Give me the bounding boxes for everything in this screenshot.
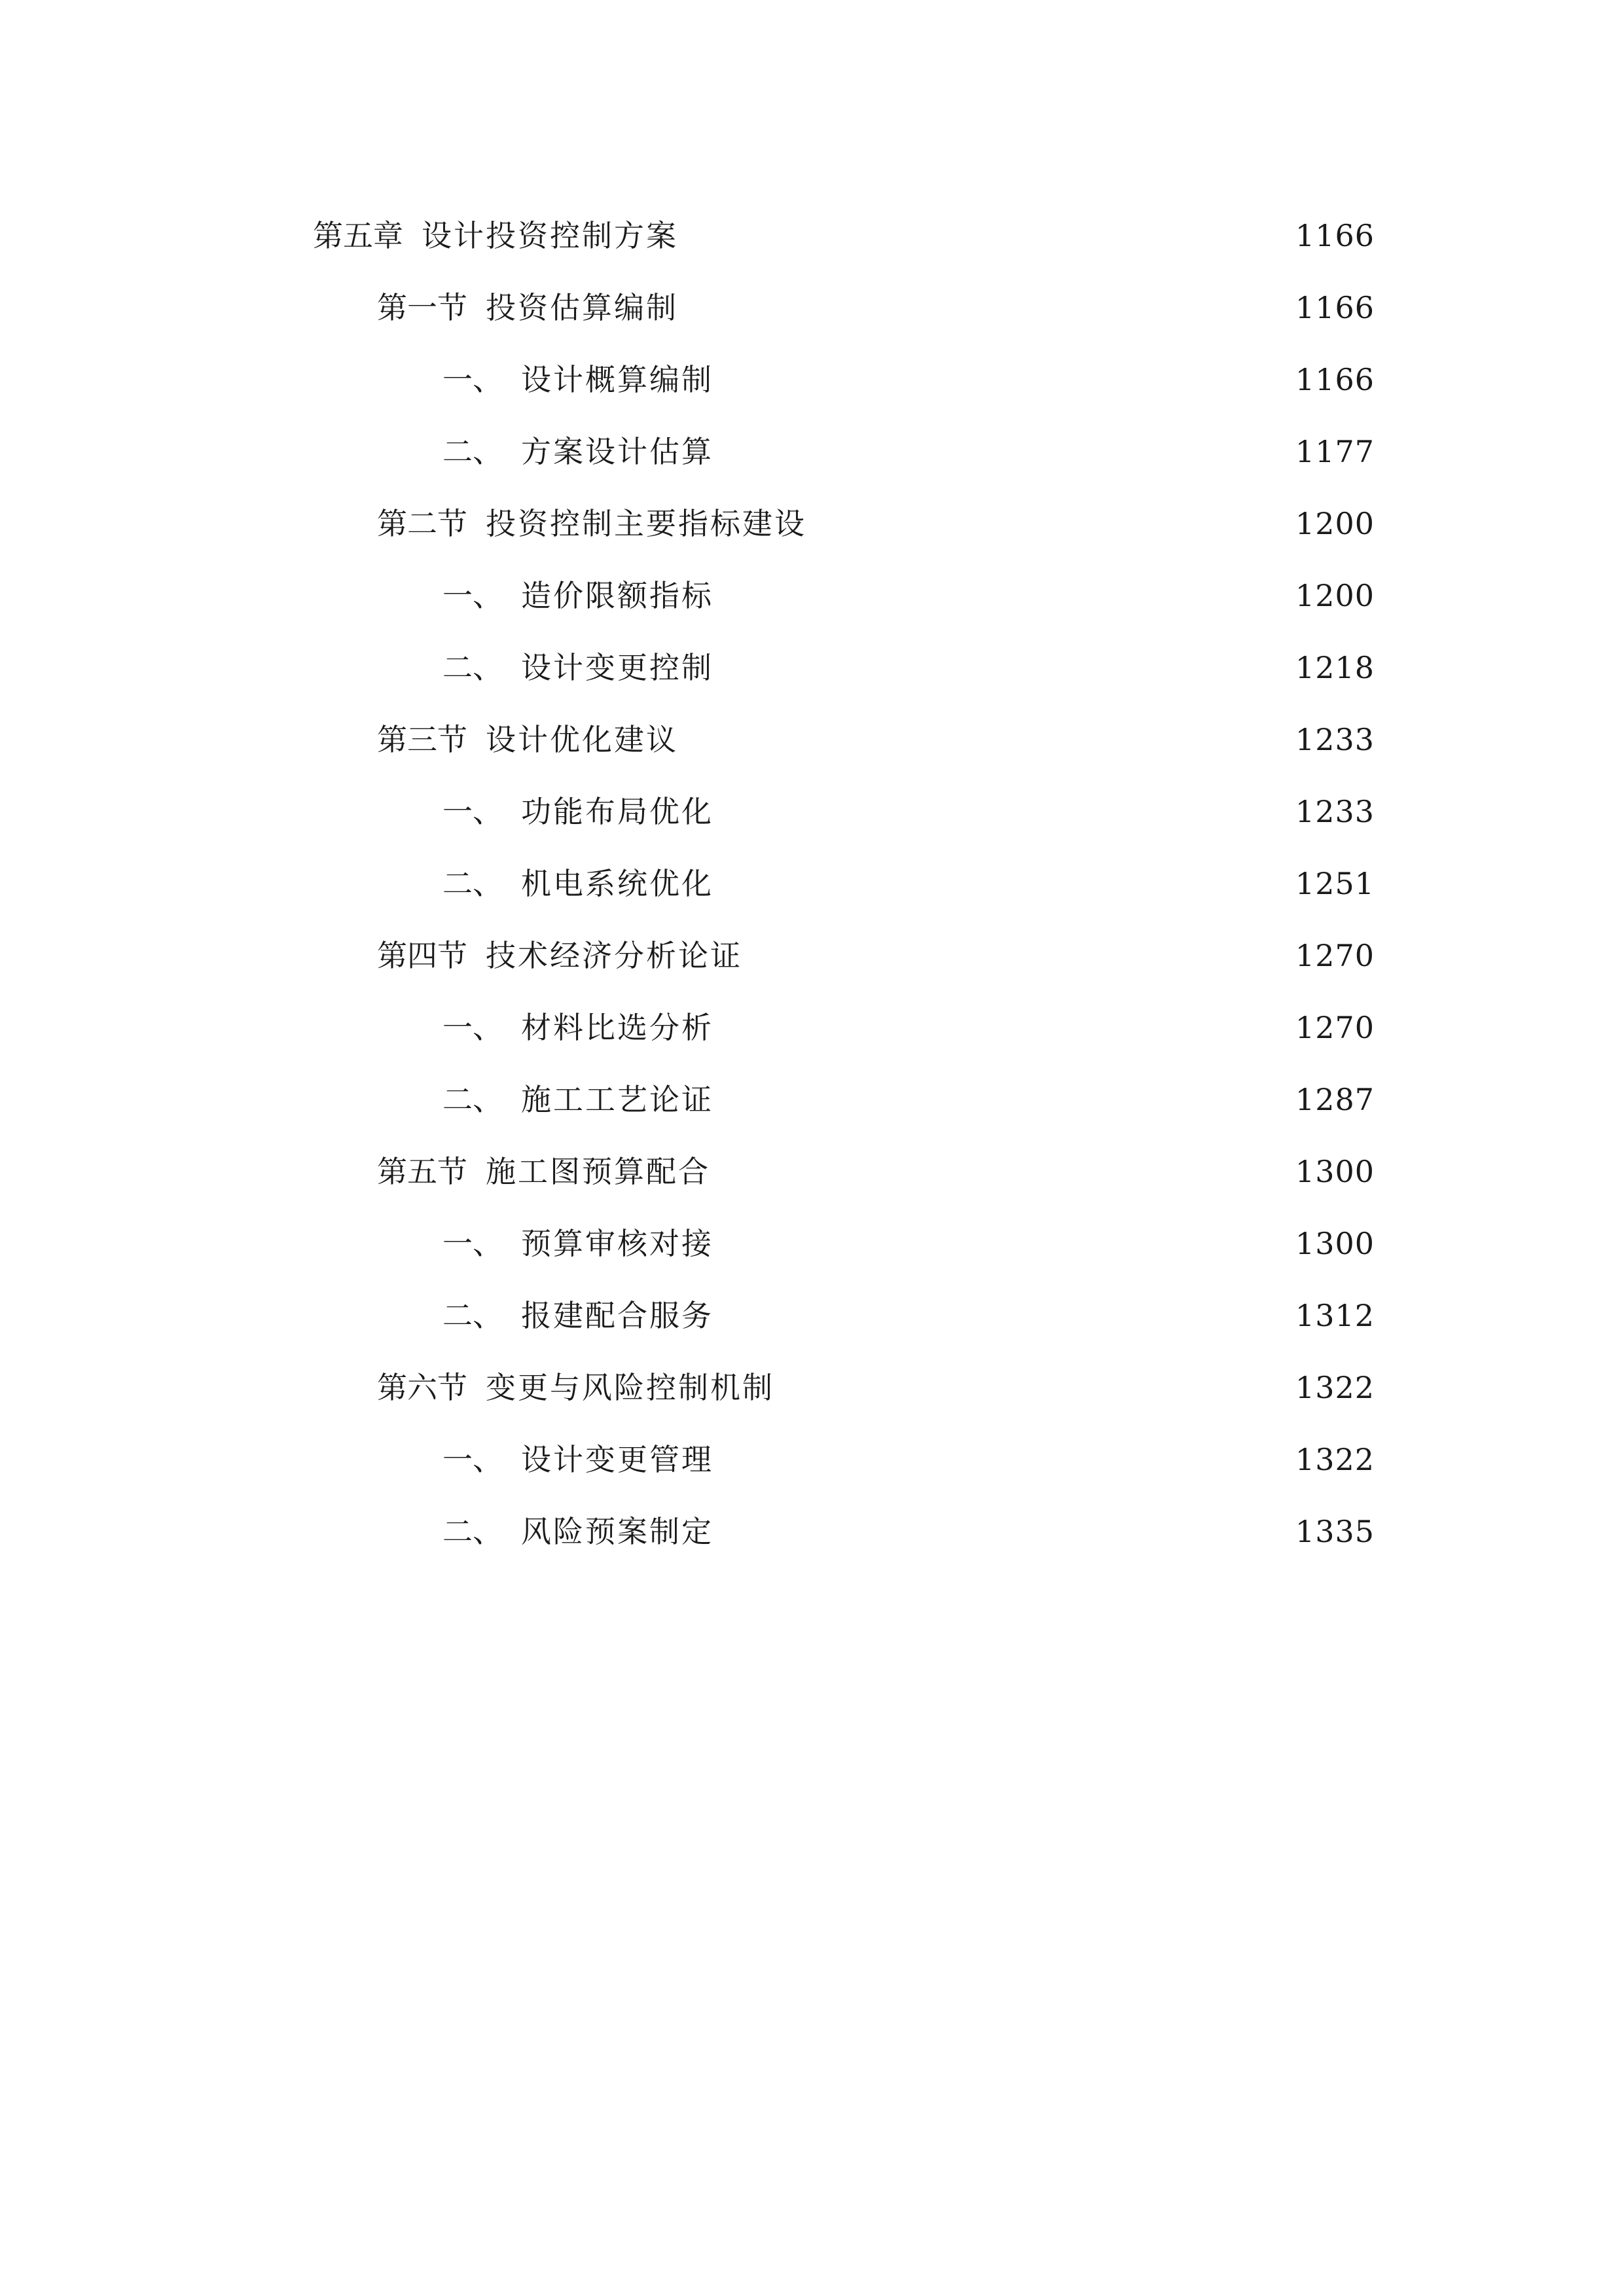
toc-entry-page: 1312 [1295,1298,1375,1333]
toc-entry-number: 一、 [442,794,503,829]
toc-entry-title: 施工图预算配合 [486,1154,710,1189]
toc-entry-number: 一、 [442,578,503,613]
dot-leader [687,221,1284,251]
toc-entry-number: 一、 [442,1010,503,1045]
dot-leader [723,1444,1284,1475]
toc-entry-page: 1218 [1295,650,1375,685]
toc-entry-page: 1300 [1295,1154,1375,1189]
toc-entry-page: 1251 [1295,866,1375,901]
toc-entry[interactable] [0,704,1624,776]
toc-entry-page: 1300 [1295,1226,1375,1261]
dot-leader [751,941,1284,971]
toc-entry-page: 1335 [1295,1514,1375,1549]
toc-entry[interactable] [0,776,1624,848]
toc-entry[interactable] [0,1424,1624,1496]
dot-leader [723,1013,1284,1043]
toc-entry-number: 二、 [442,1082,503,1117]
dot-leader [723,581,1284,611]
dot-leader [784,1372,1284,1403]
dot-leader [723,1516,1284,1547]
toc-entry-number: 第五节 [377,1154,467,1189]
toc-entry-number: 第一节 [377,290,467,325]
toc-entry[interactable] [0,1352,1624,1424]
toc-entry-number: 二、 [442,650,503,685]
toc-entry-title: 变更与风险控制机制 [486,1370,774,1405]
dot-leader [719,1157,1284,1187]
toc-entry-page: 1166 [1295,218,1375,253]
toc-entry[interactable] [0,1064,1624,1136]
toc-entry-page: 1233 [1295,722,1375,757]
toc-entry-number: 一、 [442,1226,503,1261]
toc-entry[interactable] [0,1280,1624,1352]
toc-entry[interactable] [0,200,1624,272]
toc-entry[interactable] [0,416,1624,488]
toc-entry-title: 投资估算编制 [486,290,678,325]
toc-entry-number: 第三节 [377,722,467,757]
toc-entry-title: 报建配合服务 [521,1298,713,1333]
toc-entry-number: 二、 [442,1298,503,1333]
dot-leader [723,365,1284,395]
toc-entry-title: 材料比选分析 [521,1010,713,1045]
toc-entry-page: 1177 [1295,434,1375,469]
dot-leader [816,509,1284,539]
toc-entry-page: 1200 [1295,578,1375,613]
dot-leader [687,725,1284,755]
toc-entry-number: 二、 [442,1514,503,1549]
toc-entry-title: 方案设计估算 [521,434,713,469]
toc-entry-number: 一、 [442,362,503,397]
dot-leader [723,797,1284,827]
toc-entry-title: 风险预案制定 [521,1514,713,1549]
dot-leader [687,293,1284,323]
toc-entry-number: 二、 [442,866,503,901]
toc-entry-page: 1322 [1295,1370,1375,1405]
toc-entry-title: 造价限额指标 [521,578,713,613]
table-of-contents [0,200,1624,1568]
toc-entry[interactable] [0,1136,1624,1208]
toc-entry-title: 技术经济分析论证 [486,938,742,973]
toc-entry[interactable] [0,1208,1624,1280]
dot-leader [723,1085,1284,1115]
toc-entry-title: 投资控制主要指标建设 [486,506,806,541]
dot-leader [723,869,1284,899]
toc-entry-page: 1166 [1295,362,1375,397]
toc-entry-number: 一、 [442,1442,503,1477]
toc-entry-title: 设计变更控制 [521,650,713,685]
toc-entry[interactable] [0,1496,1624,1568]
toc-entry-page: 1166 [1295,290,1375,325]
toc-entry-title: 设计优化建议 [486,722,678,757]
toc-entry-number: 二、 [442,434,503,469]
toc-entry-page: 1322 [1295,1442,1375,1477]
toc-entry-page: 1200 [1295,506,1375,541]
dot-leader [723,653,1284,683]
toc-entry-title: 设计概算编制 [521,362,713,397]
toc-entry-title: 功能布局优化 [521,794,713,829]
toc-entry-number: 第二节 [377,506,467,541]
toc-entry[interactable] [0,920,1624,992]
toc-entry-title: 设计投资控制方案 [422,218,678,253]
toc-entry[interactable] [0,272,1624,344]
toc-entry-page: 1233 [1295,794,1375,829]
toc-entry-number: 第六节 [377,1370,467,1405]
toc-entry-page: 1270 [1295,1010,1375,1045]
toc-entry[interactable] [0,992,1624,1064]
toc-entry[interactable] [0,560,1624,632]
toc-entry-title: 施工工艺论证 [521,1082,713,1117]
toc-entry-page: 1287 [1295,1082,1375,1117]
dot-leader [723,437,1284,467]
toc-entry-title: 设计变更管理 [521,1442,713,1477]
toc-entry-title: 机电系统优化 [521,866,713,901]
toc-entry-title: 预算审核对接 [521,1226,713,1261]
dot-leader [723,1300,1284,1331]
dot-leader [723,1229,1284,1259]
toc-entry-number: 第五章 [313,218,403,253]
toc-entry[interactable] [0,344,1624,416]
toc-entry-number: 第四节 [377,938,467,973]
toc-entry[interactable] [0,488,1624,560]
toc-entry-page: 1270 [1295,938,1375,973]
toc-entry[interactable] [0,848,1624,920]
toc-entry[interactable] [0,632,1624,704]
